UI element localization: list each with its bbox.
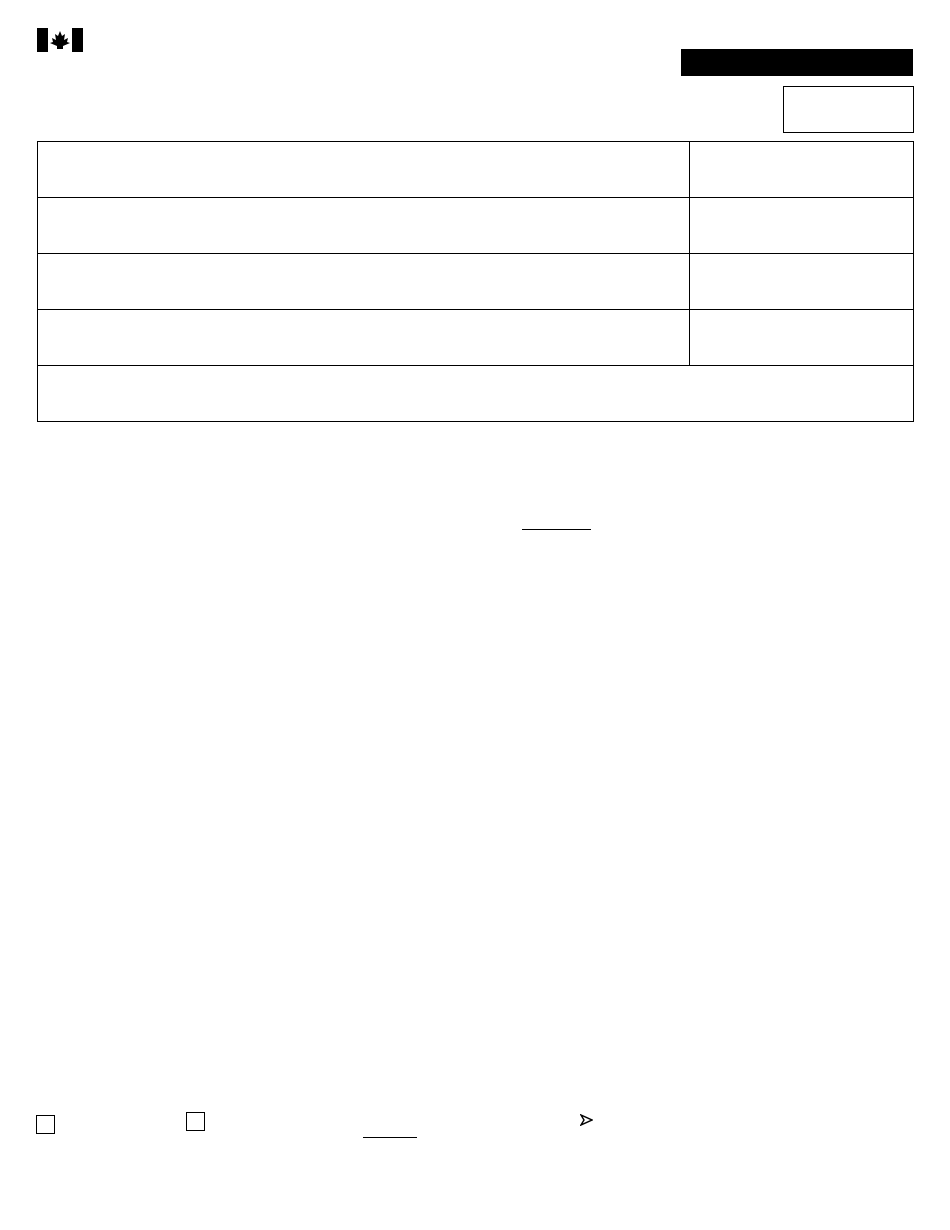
carried-forward-page-field[interactable] xyxy=(522,529,591,530)
summary-checkbox[interactable] xyxy=(36,1115,55,1134)
address-field[interactable] xyxy=(38,198,688,253)
fax-field[interactable] xyxy=(690,198,913,253)
intermediate-tariff-comb xyxy=(727,328,877,357)
intermediate-field[interactable] xyxy=(38,310,688,365)
protected-banner xyxy=(681,49,913,76)
product-tariff-comb xyxy=(727,272,877,301)
arrow-right-icon xyxy=(580,1113,593,1125)
canada-flag-logo xyxy=(37,28,83,52)
period-field[interactable] xyxy=(38,366,913,421)
phone-field[interactable] xyxy=(690,142,913,197)
product-field[interactable] xyxy=(38,254,688,309)
value-checkbox[interactable] xyxy=(186,1112,205,1131)
page-number-box[interactable] xyxy=(783,86,914,133)
footer-page-field[interactable] xyxy=(363,1137,417,1138)
producer-name-field[interactable] xyxy=(38,142,688,197)
